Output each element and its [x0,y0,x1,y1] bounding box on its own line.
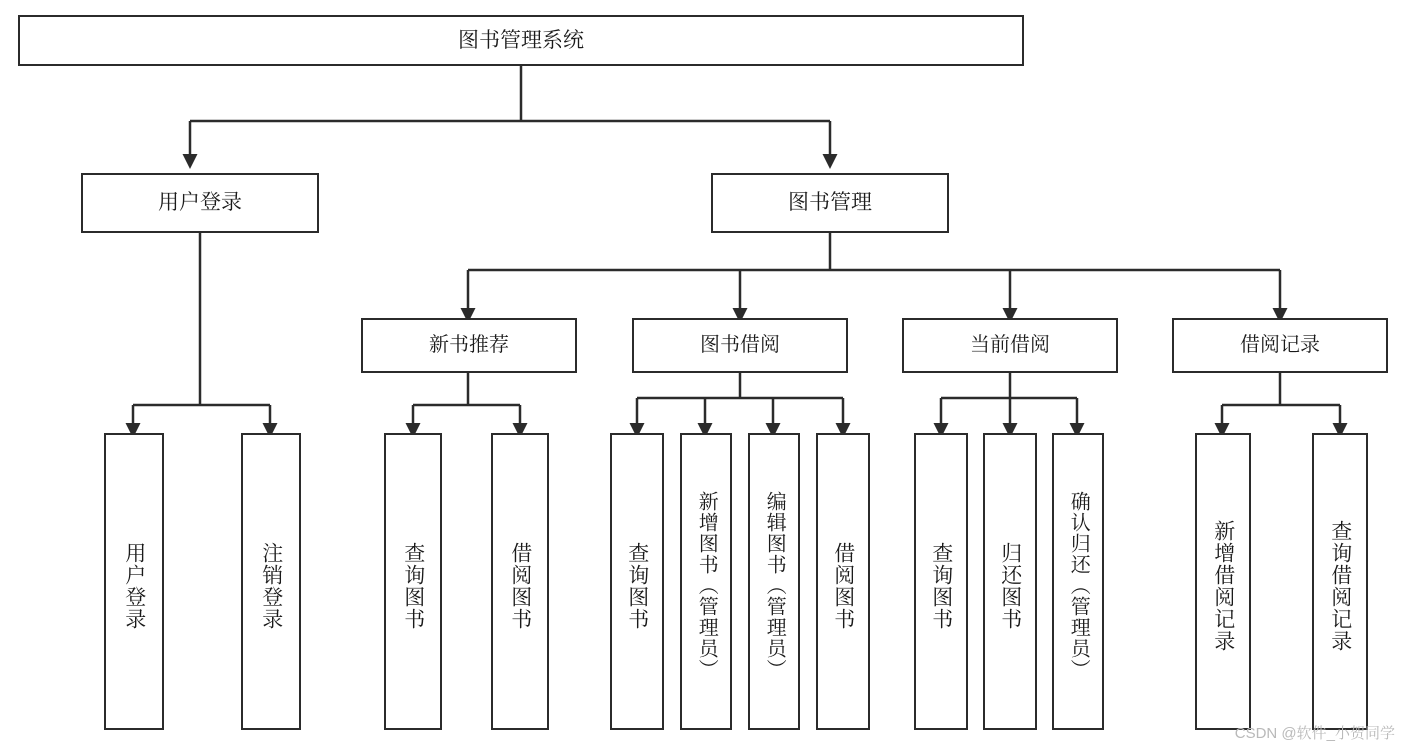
leaf-query-books-current[interactable]: 查询图书 [914,433,968,730]
node-root[interactable]: 图书管理系统 [18,15,1024,66]
leaf-query-books-recommend[interactable]: 查询图书 [384,433,442,730]
leaf-user-login[interactable]: 用户登录 [104,433,164,730]
leaf-confirm-return-admin[interactable]: 确认归还（管理员） [1052,433,1104,730]
leaf-edit-book-admin[interactable]: 编辑图书（管理员） [748,433,800,730]
leaf-return-books[interactable]: 归还图书 [983,433,1037,730]
node-new-book-recommend[interactable]: 新书推荐 [361,318,577,373]
node-current-borrow[interactable]: 当前借阅 [902,318,1118,373]
leaf-borrow-books-recommend[interactable]: 借阅图书 [491,433,549,730]
leaf-query-borrow-record[interactable]: 查询借阅记录 [1312,433,1368,730]
node-book-management[interactable]: 图书管理 [711,173,949,233]
node-user-login[interactable]: 用户登录 [81,173,319,233]
watermark-text: CSDN @软件_小贺同学 [1234,725,1395,742]
leaf-logout[interactable]: 注销登录 [241,433,301,730]
leaf-add-borrow-record[interactable]: 新增借阅记录 [1195,433,1251,730]
node-book-borrow[interactable]: 图书借阅 [632,318,848,373]
leaf-borrow-books[interactable]: 借阅图书 [816,433,870,730]
leaf-add-book-admin[interactable]: 新增图书（管理员） [680,433,732,730]
node-borrow-records[interactable]: 借阅记录 [1172,318,1388,373]
leaf-query-books-borrow[interactable]: 查询图书 [610,433,664,730]
